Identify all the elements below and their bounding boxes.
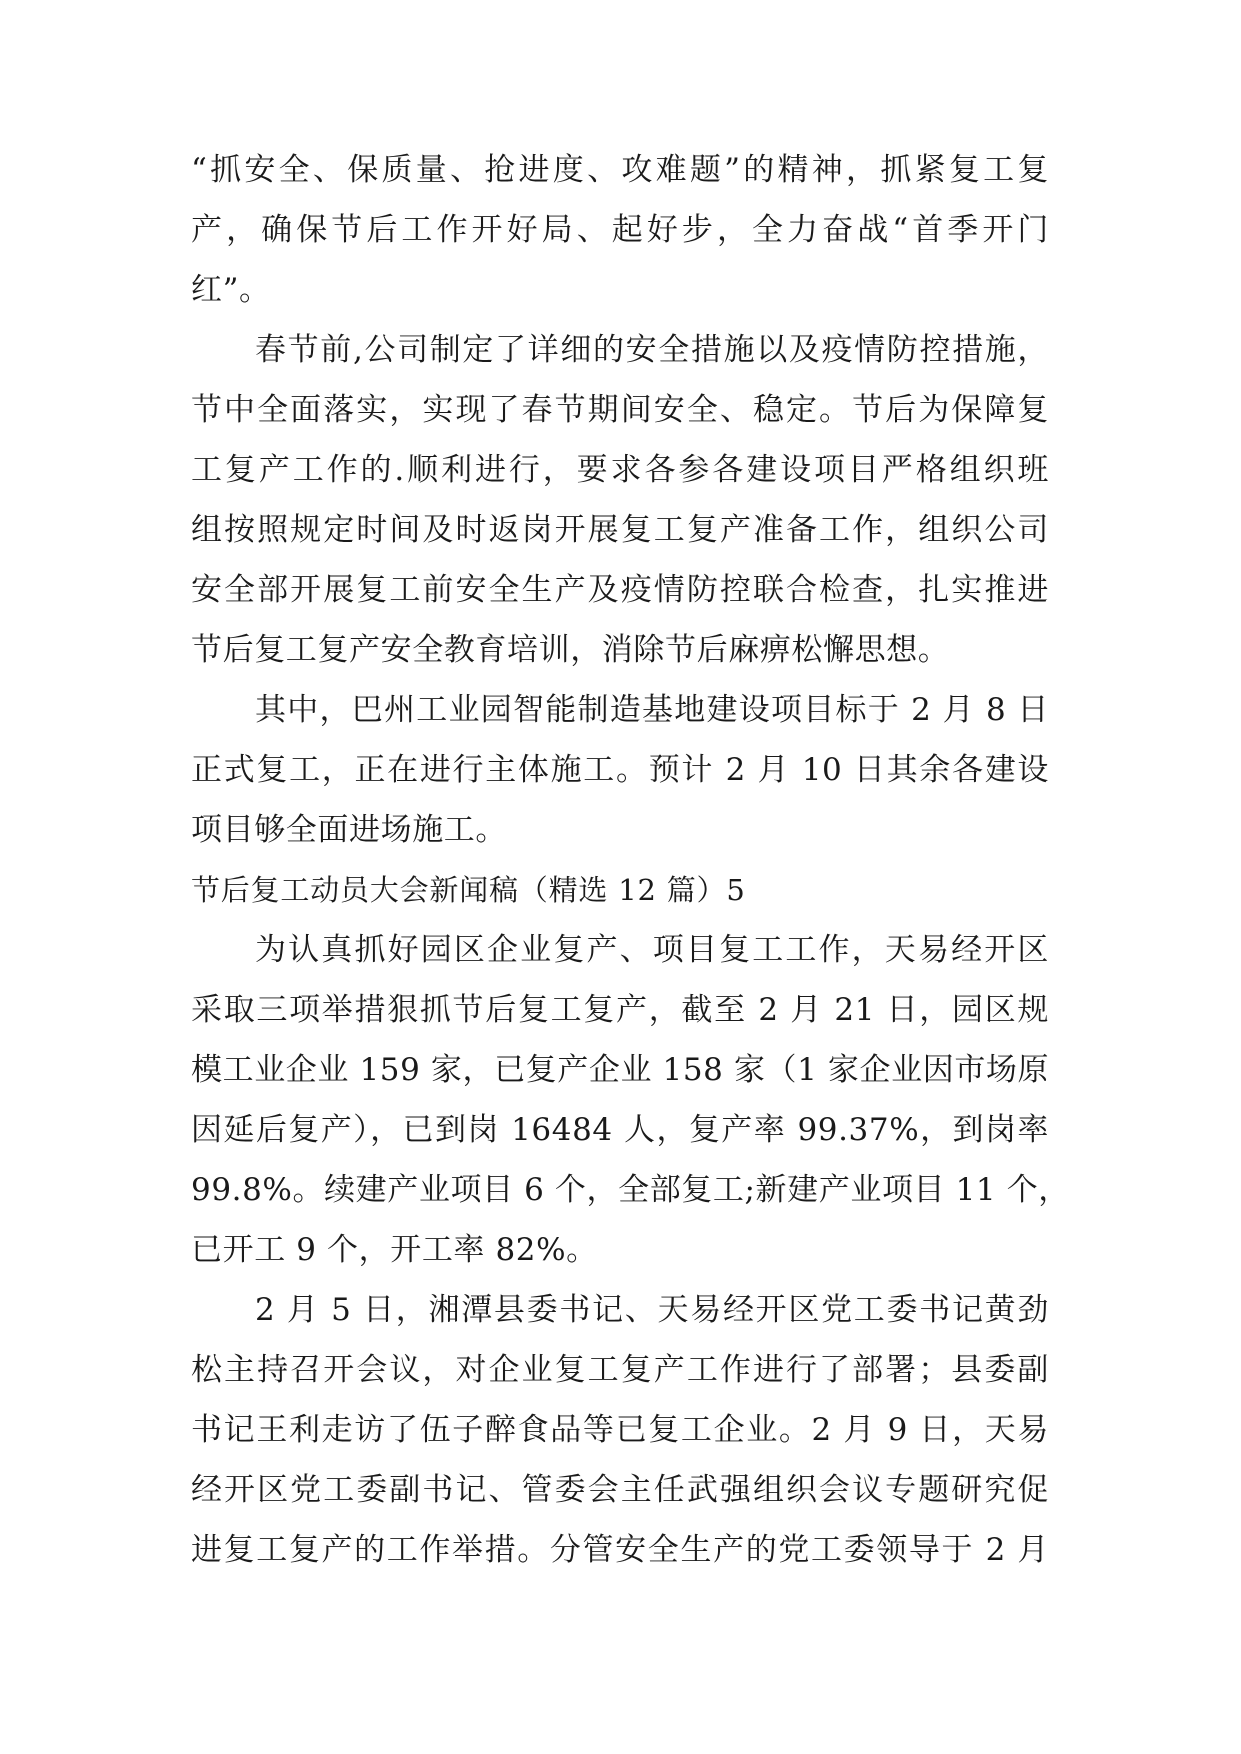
text-line: 进复工复产的工作举措。分管安全生产的党工委领导于 2 月: [191, 1532, 1049, 1568]
paragraph-4: [191, 920, 1070, 1280]
text-line: 红”。: [191, 272, 271, 308]
paragraph-1: [191, 140, 1049, 320]
text-line: “抓安全、保质量、抢进度、攻难题”的精神，抓紧复工复: [191, 152, 1049, 188]
text-line: 松主持召开会议，对企业复工复产工作进行了部署；县委副: [191, 1352, 1049, 1388]
text-line: 采取三项举措狠抓节后复工复产，截至 2 月 21 日，园区规: [191, 992, 1049, 1028]
text-line: 项目够全面进场施工。: [191, 812, 507, 848]
text-line: 为认真抓好园区企业复产、项目复工工作，天易经开区: [255, 932, 1049, 968]
text-line: 已开工 9 个，开工率 82%。: [191, 1232, 598, 1268]
text-line: 安全部开展复工前安全生产及疫情防控联合检查，扎实推进: [191, 572, 1049, 608]
text-line: 其中，巴州工业园智能制造基地建设项目标于 2 月 8 日: [255, 692, 1049, 728]
text-line: 工复产工作的.顺利进行，要求各参各建设项目严格组织班: [191, 452, 1049, 488]
text-line: 经开区党工委副书记、管委会主任武强组织会议专题研究促: [191, 1472, 1049, 1508]
paragraph-3: [191, 680, 1049, 860]
text-line: 2 月 5 日，湘潭县委书记、天易经开区党工委书记黄劲: [255, 1292, 1049, 1328]
text-line: 模工业企业 159 家，已复产企业 158 家（1 家企业因市场原: [191, 1052, 1050, 1088]
text-line: 节中全面落实，实现了春节期间安全、稳定。节后为保障复: [191, 392, 1049, 428]
text-line: 组按照规定时间及时返岗开展复工复产准备工作，组织公司: [191, 512, 1049, 548]
text-line: 产，确保节后工作开好局、起好步，全力奋战“首季开门: [191, 212, 1049, 248]
paragraph-5: [191, 1280, 1049, 1580]
text-line: 99.8%。续建产业项目 6 个，全部复工;新建产业项目 11 个，: [191, 1172, 1070, 1208]
text-line: 因延后复产），已到岗 16484 人，复产率 99.37%，到岗率: [191, 1112, 1049, 1148]
text-line: 节后复工复产安全教育培训，消除节后麻痹松懈思想。: [191, 632, 950, 668]
text-line: 春节前,公司制定了详细的安全措施以及疫情防控措施，: [255, 332, 1049, 368]
paragraph-2: [191, 320, 1049, 680]
text-line: 书记王利走访了伍子醉食品等已复工企业。2 月 9 日，天易: [191, 1412, 1049, 1448]
document-body: [191, 140, 1070, 1580]
section-heading: 节后复工动员大会新闻稿（精选 12 篇）5: [191, 873, 746, 907]
text-line: 正式复工，正在进行主体施工。预计 2 月 10 日其余各建设: [191, 752, 1049, 788]
